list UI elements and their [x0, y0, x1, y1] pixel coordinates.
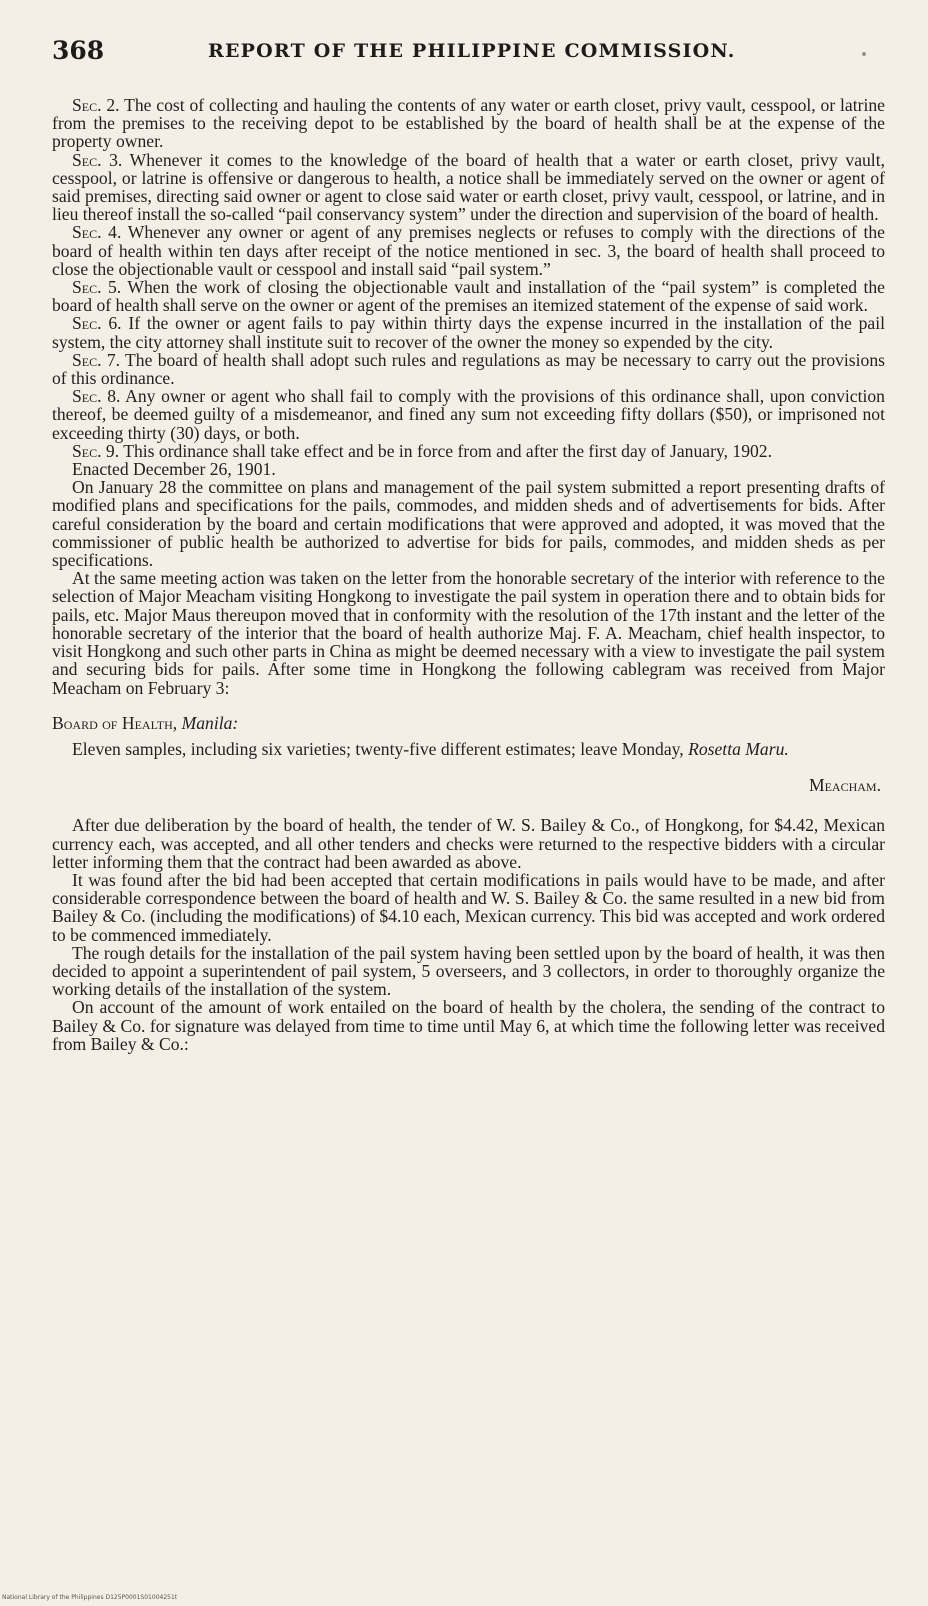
section-paragraph [52, 96, 885, 151]
section-text: The board of health shall adopt such rules and regulations as may be necessary to carry out the provisions of this ordinance. [52, 349, 885, 389]
section-paragraph [52, 314, 885, 350]
section-lead: Sec. 3. [72, 149, 123, 170]
section-paragraph [52, 278, 885, 314]
telegram-signature: Meacham. [808, 775, 881, 796]
section-text: Any owner or agent who shall fail to comply with the provisions of this ordinance shall, upon conviction thereof, be deemed guilty of a misdemeanor, and fined any sum not exceeding fifty dollars ($50), or imprisoned not exceeding thirty (30) days, or both. [52, 386, 885, 443]
body-text [52, 96, 885, 1053]
section-lead: Sec. 2. [72, 95, 120, 115]
section-paragraph [52, 387, 885, 442]
narrative-paragraph: On January 28 the committee on plans and management of the pail system submitted a report presenting drafts of modified plans and specifications for the pails, commodes, and midden sheds and of advertisements for bids. After careful consideration by the board and certain modifications that were approved and adopted, it was moved that the commissioner of public health be authorized to advertise for bids for pails, commodes, and midden sheds as per specifications. [52, 477, 885, 571]
footer-watermark: National Library of the Philippines D125P0001S01004251t [2, 1594, 178, 1601]
section-paragraph [52, 151, 885, 224]
section-text: Whenever any owner or agent of any premises neglects or refuses to comply with the directions of the board of health within ten days after receipt of the notice mentioned in sec. 3, the board of health shall proceed to close the objectionable vault or cesspool and install said “pail system.” [52, 222, 885, 279]
section-paragraph [52, 442, 885, 460]
section-lead: Sec. 5. [72, 277, 122, 298]
paper-speck [862, 52, 866, 56]
telegram-ship-name: Rosetta Maru. [688, 738, 789, 759]
section-paragraph [52, 223, 885, 278]
telegram-address [52, 714, 885, 732]
section-lead: Sec. 9. [72, 440, 120, 461]
telegram-text: Eleven samples, including six varieties; twenty-five different estimates; leave Monday, [72, 738, 684, 759]
telegram-body [52, 740, 885, 758]
enacted-line: Enacted December 26, 1901. [72, 459, 276, 480]
section-lead: Sec. 6. [72, 313, 122, 334]
section-text: Whenever it comes to the knowledge of the board of health that a water or earth closet, privy vault, cesspool, or latrine is offensive or dangerous to health, a notice shall be immediately served on the owner or agent of said premises, directing said owner or agent to close said water or earth closet, privy vault, cesspool, or latrine, and in lieu thereof install the so-called “pail conservancy system” under the direction and supervision of the board of health. [52, 149, 885, 225]
page-number: 368 [52, 36, 105, 65]
running-head: REPORT OF THE PHILIPPINE COMMISSION. [208, 40, 736, 62]
telegram-city: Manila: [181, 712, 239, 733]
section-lead: Sec. 4. [72, 222, 122, 243]
section-text: When the work of closing the objectionable vault and installation of the “pail system” is completed the board of health shall serve on the owner or agent of the premises an itemized statement of the expense of said work. [52, 277, 885, 316]
narrative-paragraph: At the same meeting action was taken on the letter from the honorable secretary of the interior with reference to the selection of Major Meacham visiting Hongkong to investigate the pail system in operation there and to obtain bids for pails, etc. Major Maus thereupon moved that in conformity with the resolution of the 17th instant and the letter of the honorable secretary of the interior that the board of health authorize Maj. F. A. Meacham, chief health inspector, to visit Hongkong and such other parts in China as might be deemed necessary with a view to investigate the pail system and securing bids for pails. After some time in Hongkong the following cablegram was received from Major Meacham on February 3: [52, 568, 885, 698]
narrative-paragraph: The rough details for the installation of the pail system having been settled upon by the board of health, it was then decided to appoint a superintendent of pail system, 5 overseers, and 3 collectors, in order to thoroughly organize the working details of the installation of the system. [52, 942, 885, 1000]
section-text: The cost of collecting and hauling the contents of any water or earth closet, privy vault, cesspool, or latrine from the premises to the receiving depot to be established by the board of health shall be at the expense of the property owner. [52, 95, 885, 152]
telegram-addressee: Board of Health, [52, 712, 178, 733]
narrative-paragraph: On account of the amount of work entailed on the board of health by the cholera, the sending of the contract to Bailey & Co. for signature was delayed from time to time until May 6, at which time the following letter was received from Bailey & Co.: [52, 997, 885, 1054]
section-lead: Sec. 7. [72, 349, 121, 370]
section-text: This ordinance shall take effect and be in force from and after the first day of January, 1902. [123, 440, 772, 461]
section-text: If the owner or agent fails to pay within thirty days the expense incurred in the installation of the pail system, the city attorney shall institute suit to recover of the owner the money so expended by the city. [52, 313, 885, 352]
narrative-paragraph: After due deliberation by the board of health, the tender of W. S. Bailey & Co., of Hongkong, for $4.42, Mexican currency each, was accepted, and all other tenders and checks were returned to the respective bidders with a circular letter informing them that the contract had been awarded as above. [52, 815, 885, 872]
section-paragraph [52, 351, 885, 387]
section-lead: Sec. 8. [72, 386, 121, 407]
narrative-paragraph: It was found after the bid had been accepted that certain modifications in pails would have to be made, and after considerable correspondence between the board of health and W. S. Bailey & Co. the same resulted in a new bid from Bailey & Co. (including the modifications) of $4.10 each, Mexican currency. This bid was accepted and work ordered to be commenced immediately. [52, 869, 885, 945]
page-header [52, 36, 882, 66]
